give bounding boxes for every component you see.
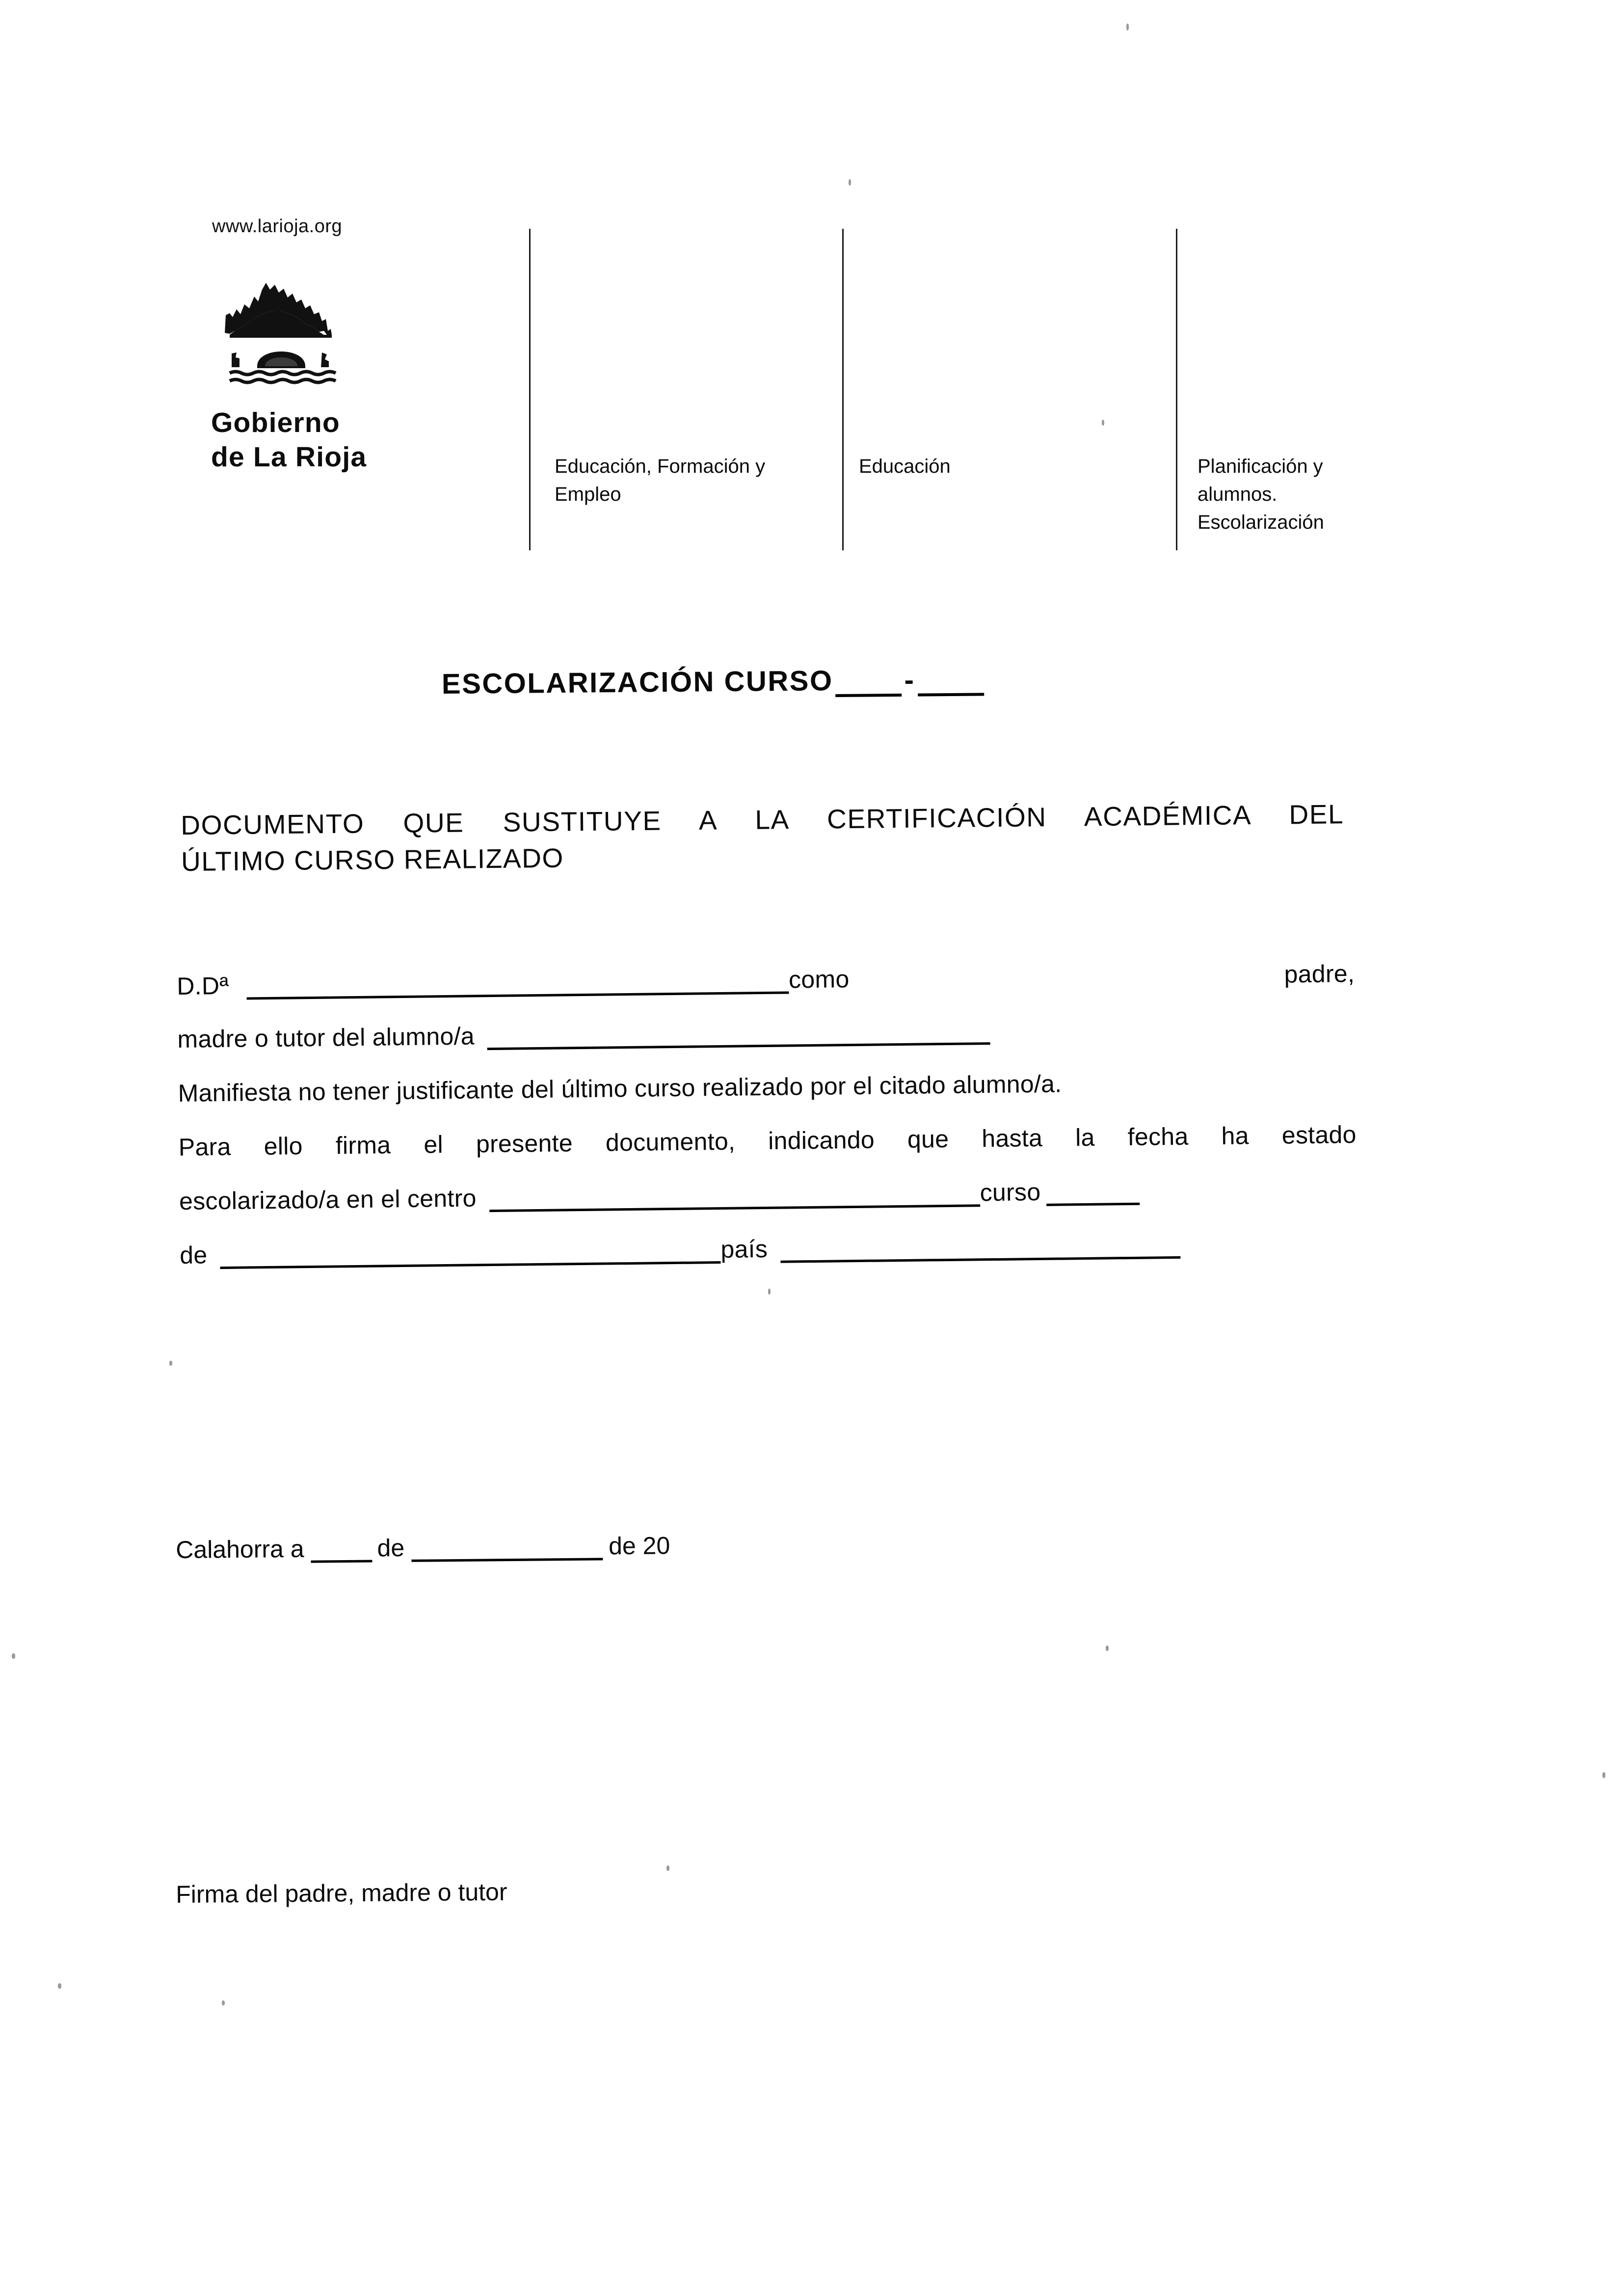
scan-speck — [58, 1983, 61, 1989]
scan-speck — [768, 1289, 771, 1295]
location-city-blank[interactable] — [220, 1261, 721, 1269]
scan-speck — [1102, 420, 1104, 426]
document-body — [177, 959, 1357, 1270]
document-heading-line1: DOCUMENTO QUE SUSTITUYE A LA CERTIFICACIÓN ACADÉMICA DEL — [181, 799, 1344, 840]
header-column-servicio — [1197, 453, 1472, 536]
declarant-line — [177, 959, 1355, 1000]
country-blank[interactable] — [780, 1256, 1180, 1263]
school-label: escolarizado/a en el centro — [179, 1184, 477, 1215]
student-line — [177, 1012, 1355, 1053]
header-divider-1 — [529, 229, 531, 550]
statement-line: Manifiesta no tener justificante del último curso realizado por el citado alumno/a. — [178, 1070, 1062, 1107]
date-line — [176, 1531, 670, 1564]
date-day-blank[interactable] — [311, 1560, 372, 1563]
letterhead — [0, 0, 1623, 579]
header-column-consejeria — [555, 453, 829, 509]
scan-speck — [1126, 24, 1129, 30]
scan-speck — [12, 1653, 15, 1659]
purpose-line: Para ello firma el presente documento, indicando que hasta la fecha ha estado — [178, 1121, 1357, 1161]
course-title — [442, 663, 986, 701]
date-de-1: de — [377, 1534, 405, 1562]
servicio-line3: Escolarización — [1197, 511, 1324, 533]
header-column-direccion — [859, 453, 1153, 481]
location-label: de — [179, 1241, 208, 1269]
consejeria-line1: Educación, Formación y — [555, 456, 766, 477]
logo-wordmark — [211, 406, 402, 474]
consejeria-line2: Empleo — [555, 483, 621, 505]
logo-block — [206, 280, 402, 474]
signature-label: Firma del padre, madre o tutor — [176, 1878, 507, 1908]
website-url: www.larioja.org — [212, 216, 343, 237]
course-year-start-blank[interactable] — [835, 694, 902, 697]
document-heading-line2: ÚLTIMO CURSO REALIZADO — [181, 842, 564, 877]
scan-speck — [849, 179, 851, 186]
servicio-line1: Planificación y — [1197, 456, 1323, 477]
scan-speck — [222, 2000, 225, 2005]
school-course-label: curso — [980, 1178, 1041, 1207]
logo-wordmark-line2: de La Rioja — [211, 441, 367, 473]
logo-wordmark-line1: Gobierno — [211, 407, 340, 438]
direccion-line1: Educación — [859, 456, 951, 477]
student-name-blank[interactable] — [487, 1042, 990, 1050]
school-course-blank[interactable] — [1047, 1203, 1140, 1206]
header-divider-2 — [842, 229, 844, 550]
header-divider-3 — [1176, 229, 1177, 550]
location-line — [180, 1228, 1357, 1270]
country-label: país — [720, 1235, 768, 1264]
larioja-bridge-mountain-logo — [215, 280, 347, 385]
course-year-separator: - — [904, 664, 915, 696]
servicio-line2: alumnos. — [1197, 483, 1277, 505]
student-label: madre o tutor del alumno/a — [177, 1022, 475, 1053]
date-city-label: Calahorra a — [176, 1535, 304, 1564]
date-month-blank[interactable] — [411, 1558, 603, 1562]
school-name-blank[interactable] — [489, 1204, 980, 1212]
document-heading — [181, 796, 1344, 880]
course-year-end-blank[interactable] — [918, 693, 984, 696]
school-line — [179, 1174, 1357, 1216]
declarant-role-text: como padre, — [788, 960, 1355, 994]
scan-speck — [1602, 1772, 1605, 1778]
scan-speck — [169, 1361, 172, 1366]
declarant-label: D.Dª — [177, 972, 229, 1000]
date-de-2: de 20 — [608, 1532, 670, 1560]
scan-speck — [1106, 1646, 1109, 1651]
declarant-name-blank[interactable] — [246, 992, 789, 1000]
scan-speck — [666, 1865, 669, 1871]
course-title-label: ESCOLARIZACIÓN CURSO — [441, 665, 833, 700]
